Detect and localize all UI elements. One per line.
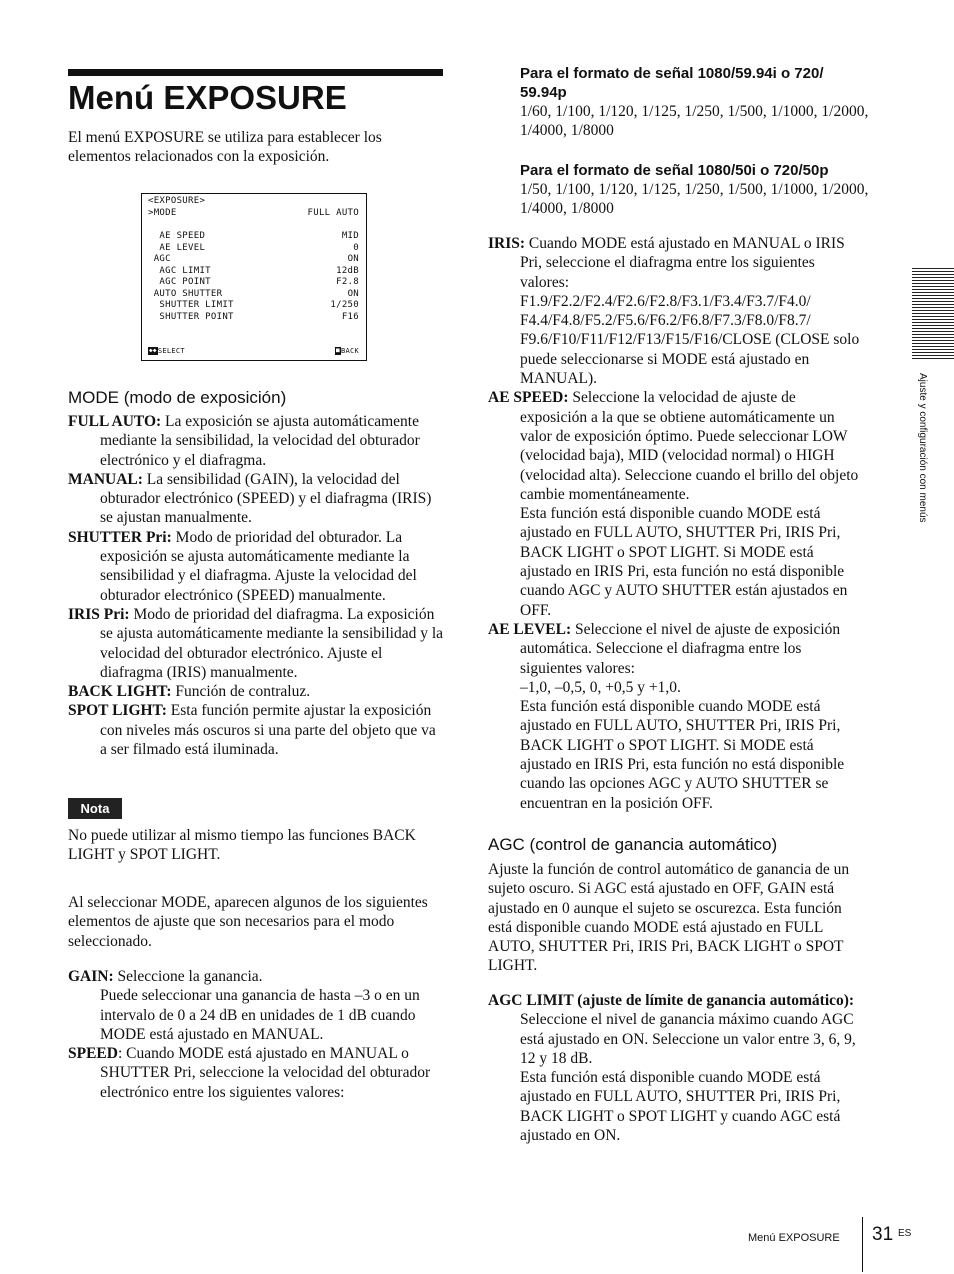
settings-list xyxy=(488,234,862,813)
select-label: SELECT xyxy=(157,347,185,355)
side-tab-label: Ajuste y configuración con menús xyxy=(917,373,928,523)
select-mode-text: Al seleccionar MODE, aparecen algunos de los siguientes elementos de ajuste que son necesarios para el modo seleccionado. xyxy=(68,894,428,950)
format1-values: 1/60, 1/100, 1/120, 1/125, 1/250, 1/500, 1/1000, 1/2000, 1/4000, 1/8000 xyxy=(520,103,869,140)
menu-button-icon: ■ xyxy=(336,347,340,354)
ae-level-item: AE LEVEL: Seleccione el nivel de ajuste de exposición automática. Seleccione el diafragma entre los siguientes valores: xyxy=(488,620,841,677)
menu-footer xyxy=(148,347,359,356)
ae-speed-item: AE SPEED: Seleccione la velocidad de ajuste de exposición a la que se obtiene automáticamente un valor de exposición óptimo. Puede seleccionar LOW (velocidad baja), MID (velocidad normal) o HIGH (velocidad alta). Seleccione cuando el brillo del objeto cambie momentáneamente. xyxy=(488,389,859,503)
menu-row: AGC POINT F2.8 xyxy=(148,277,359,287)
back-label: BACK xyxy=(340,347,359,355)
format2-heading: Para el formato de señal 1080/50i o 720/50p xyxy=(520,162,829,179)
iris-item: IRIS: Cuando MODE está ajustado en MANUAL o IRIS Pri, seleccione el diafragma entre los siguientes valores: F1.9/F2.2/F2.4/F2.6/F2.8/F3.1/F3.4/F3.7/F4.0/ F4.4/F4.8/F5.2/F5.6/F6.2/F6.8/F7.3/F8.0/F8.7/ F9.6/F10/F11/F12/F13/F15/F16/CLOSE (CLOSE solo puede seleccionarse si MODE está ajustado en MANUAL). xyxy=(488,235,860,388)
mode-item-back-light: BACK LIGHT: Función de contraluz. xyxy=(68,683,311,701)
menu-row: AE SPEED MID xyxy=(148,231,359,241)
intro-text: El menú EXPOSURE se utiliza para establecer los elementos relacionados con la exposición. xyxy=(68,129,382,166)
format-1080-5994 xyxy=(520,64,870,141)
gain-detail: Puede seleccionar una ganancia de hasta –3 o en un intervalo de 0 a 24 dB en unidades de 1 dB cuando MODE está ajustado en MANUAL. xyxy=(100,987,420,1043)
agc-limit-note: Esta función está disponible cuando MODE está ajustado en FULL AUTO, SHUTTER Pri, IRIS Pri, BACK LIGHT o SPOT LIGHT y cuando AGC está ajustado en ON. xyxy=(520,1069,841,1145)
mode-list xyxy=(68,412,444,759)
mode-item-manual: MANUAL: La sensibilidad (GAIN), la velocidad del obturador electrónico (SPEED) y el diafragma (IRIS) se ajustan manualmente. xyxy=(68,470,432,527)
menu-header: <EXPOSURE> xyxy=(148,196,206,206)
mode-item-shutter-pri: SHUTTER Pri: Modo de prioridad del obturador. La exposición se ajusta automáticamente mediante la sensibilidad y el diafragma. Ajuste la velocidad del obturador electrónico (SPEED) manualmente. xyxy=(68,528,417,604)
menu-row: >MODE FULL AUTO xyxy=(148,208,359,218)
section-tab-marker xyxy=(912,268,954,361)
joystick-icon: ◆◆ xyxy=(149,347,157,354)
menu-row: AGC LIMIT 12dB xyxy=(148,266,359,276)
page-number: 31 xyxy=(872,1224,894,1245)
agc-limit-block xyxy=(488,991,862,1145)
menu-row: AE LEVEL 0 xyxy=(148,243,359,253)
format1-heading: Para el formato de señal 1080/59.94i o 720/ 59.94p xyxy=(520,65,824,101)
ae-speed-note: Esta función está disponible cuando MODE está ajustado en FULL AUTO, SHUTTER Pri, IRIS Pri, BACK LIGHT o SPOT LIGHT. Si MODE está ajustado en IRIS Pri, esta función no está disponible cuando AGC y AUTO SHUTTER están ajustados en OFF. xyxy=(520,505,848,619)
mode-item-iris-pri: IRIS Pri: Modo de prioridad del diafragma. La exposición se ajusta automáticamente mediante la sensibilidad y la velocidad del obturador electrónico. Ajuste el diafragma (IRIS) manualmente. xyxy=(68,605,444,681)
page-title: Menú EXPOSURE xyxy=(68,79,347,116)
format-1080-50 xyxy=(520,161,870,219)
agc-limit-item: AGC LIMIT (ajuste de límite de ganancia automático): Seleccione el nivel de ganancia máximo cuando AGC está ajustado en ON. Seleccione un valor entre 3, 6, 9, 12 y 18 dB. xyxy=(488,992,856,1067)
menu-row: AUTO SHUTTER ON xyxy=(148,289,359,299)
ae-level-note: Esta función está disponible cuando MODE está ajustado en FULL AUTO, SHUTTER Pri, IRIS Pri, BACK LIGHT o SPOT LIGHT. Si MODE está ajustado en IRIS Pri, esta función no está disponible cuando las opciones AGC y AUTO SHUTTER se encuentran en la posición OFF. xyxy=(520,698,845,812)
agc-heading: AGC (control de ganancia automático) xyxy=(488,835,778,854)
gain-item: GAIN: Seleccione la ganancia. xyxy=(68,968,263,985)
menu-row: AGC ON xyxy=(148,254,359,264)
footer-section-name: Menú EXPOSURE xyxy=(748,1232,840,1244)
nota-badge: Nota xyxy=(68,798,122,819)
mode-item-full-auto: FULL AUTO: La exposición se ajusta automáticamente mediante la sensibilidad, la velocidad del obturador electrónico y el diafragma. xyxy=(68,413,420,469)
nota-text: No puede utilizar al mismo tiempo las funciones BACK LIGHT y SPOT LIGHT. xyxy=(68,827,416,864)
format2-values: 1/50, 1/100, 1/120, 1/125, 1/250, 1/500, 1/1000, 1/2000, 1/4000, 1/8000 xyxy=(520,181,869,218)
mode-item-spot-light: SPOT LIGHT: Esta función permite ajustar la exposición con niveles más oscuros si una parte del objeto que va a ser filmado está iluminada. xyxy=(68,702,436,759)
speed-item: SPEED: Cuando MODE está ajustado en MANUAL o SHUTTER Pri, seleccione la velocidad del obturador electrónico entre los siguientes valores: xyxy=(68,1045,431,1101)
menu-row: SHUTTER POINT F16 xyxy=(148,312,359,322)
menu-row: SHUTTER LIMIT 1/250 xyxy=(148,300,359,310)
ae-level-values: –1,0, –0,5, 0, +0,5 y +1,0. xyxy=(520,678,681,696)
page-language: ES xyxy=(898,1228,912,1239)
title-rule xyxy=(68,69,443,76)
exposure-menu-screen xyxy=(141,193,367,361)
footer-divider xyxy=(862,1217,863,1272)
agc-text: Ajuste la función de control automático de ganancia de un sujeto oscuro. Si AGC está ajustado en OFF, GAIN está ajustado en 0 aunque el sujeto se oscurezca. Esta función está disponible cuando MODE está ajustado en FULL AUTO, SHUTTER Pri, IRIS Pri, BACK LIGHT o SPOT LIGHT. xyxy=(488,861,850,975)
mode-heading: MODE (modo de exposición) xyxy=(68,388,287,407)
gain-speed-list xyxy=(68,967,444,1102)
